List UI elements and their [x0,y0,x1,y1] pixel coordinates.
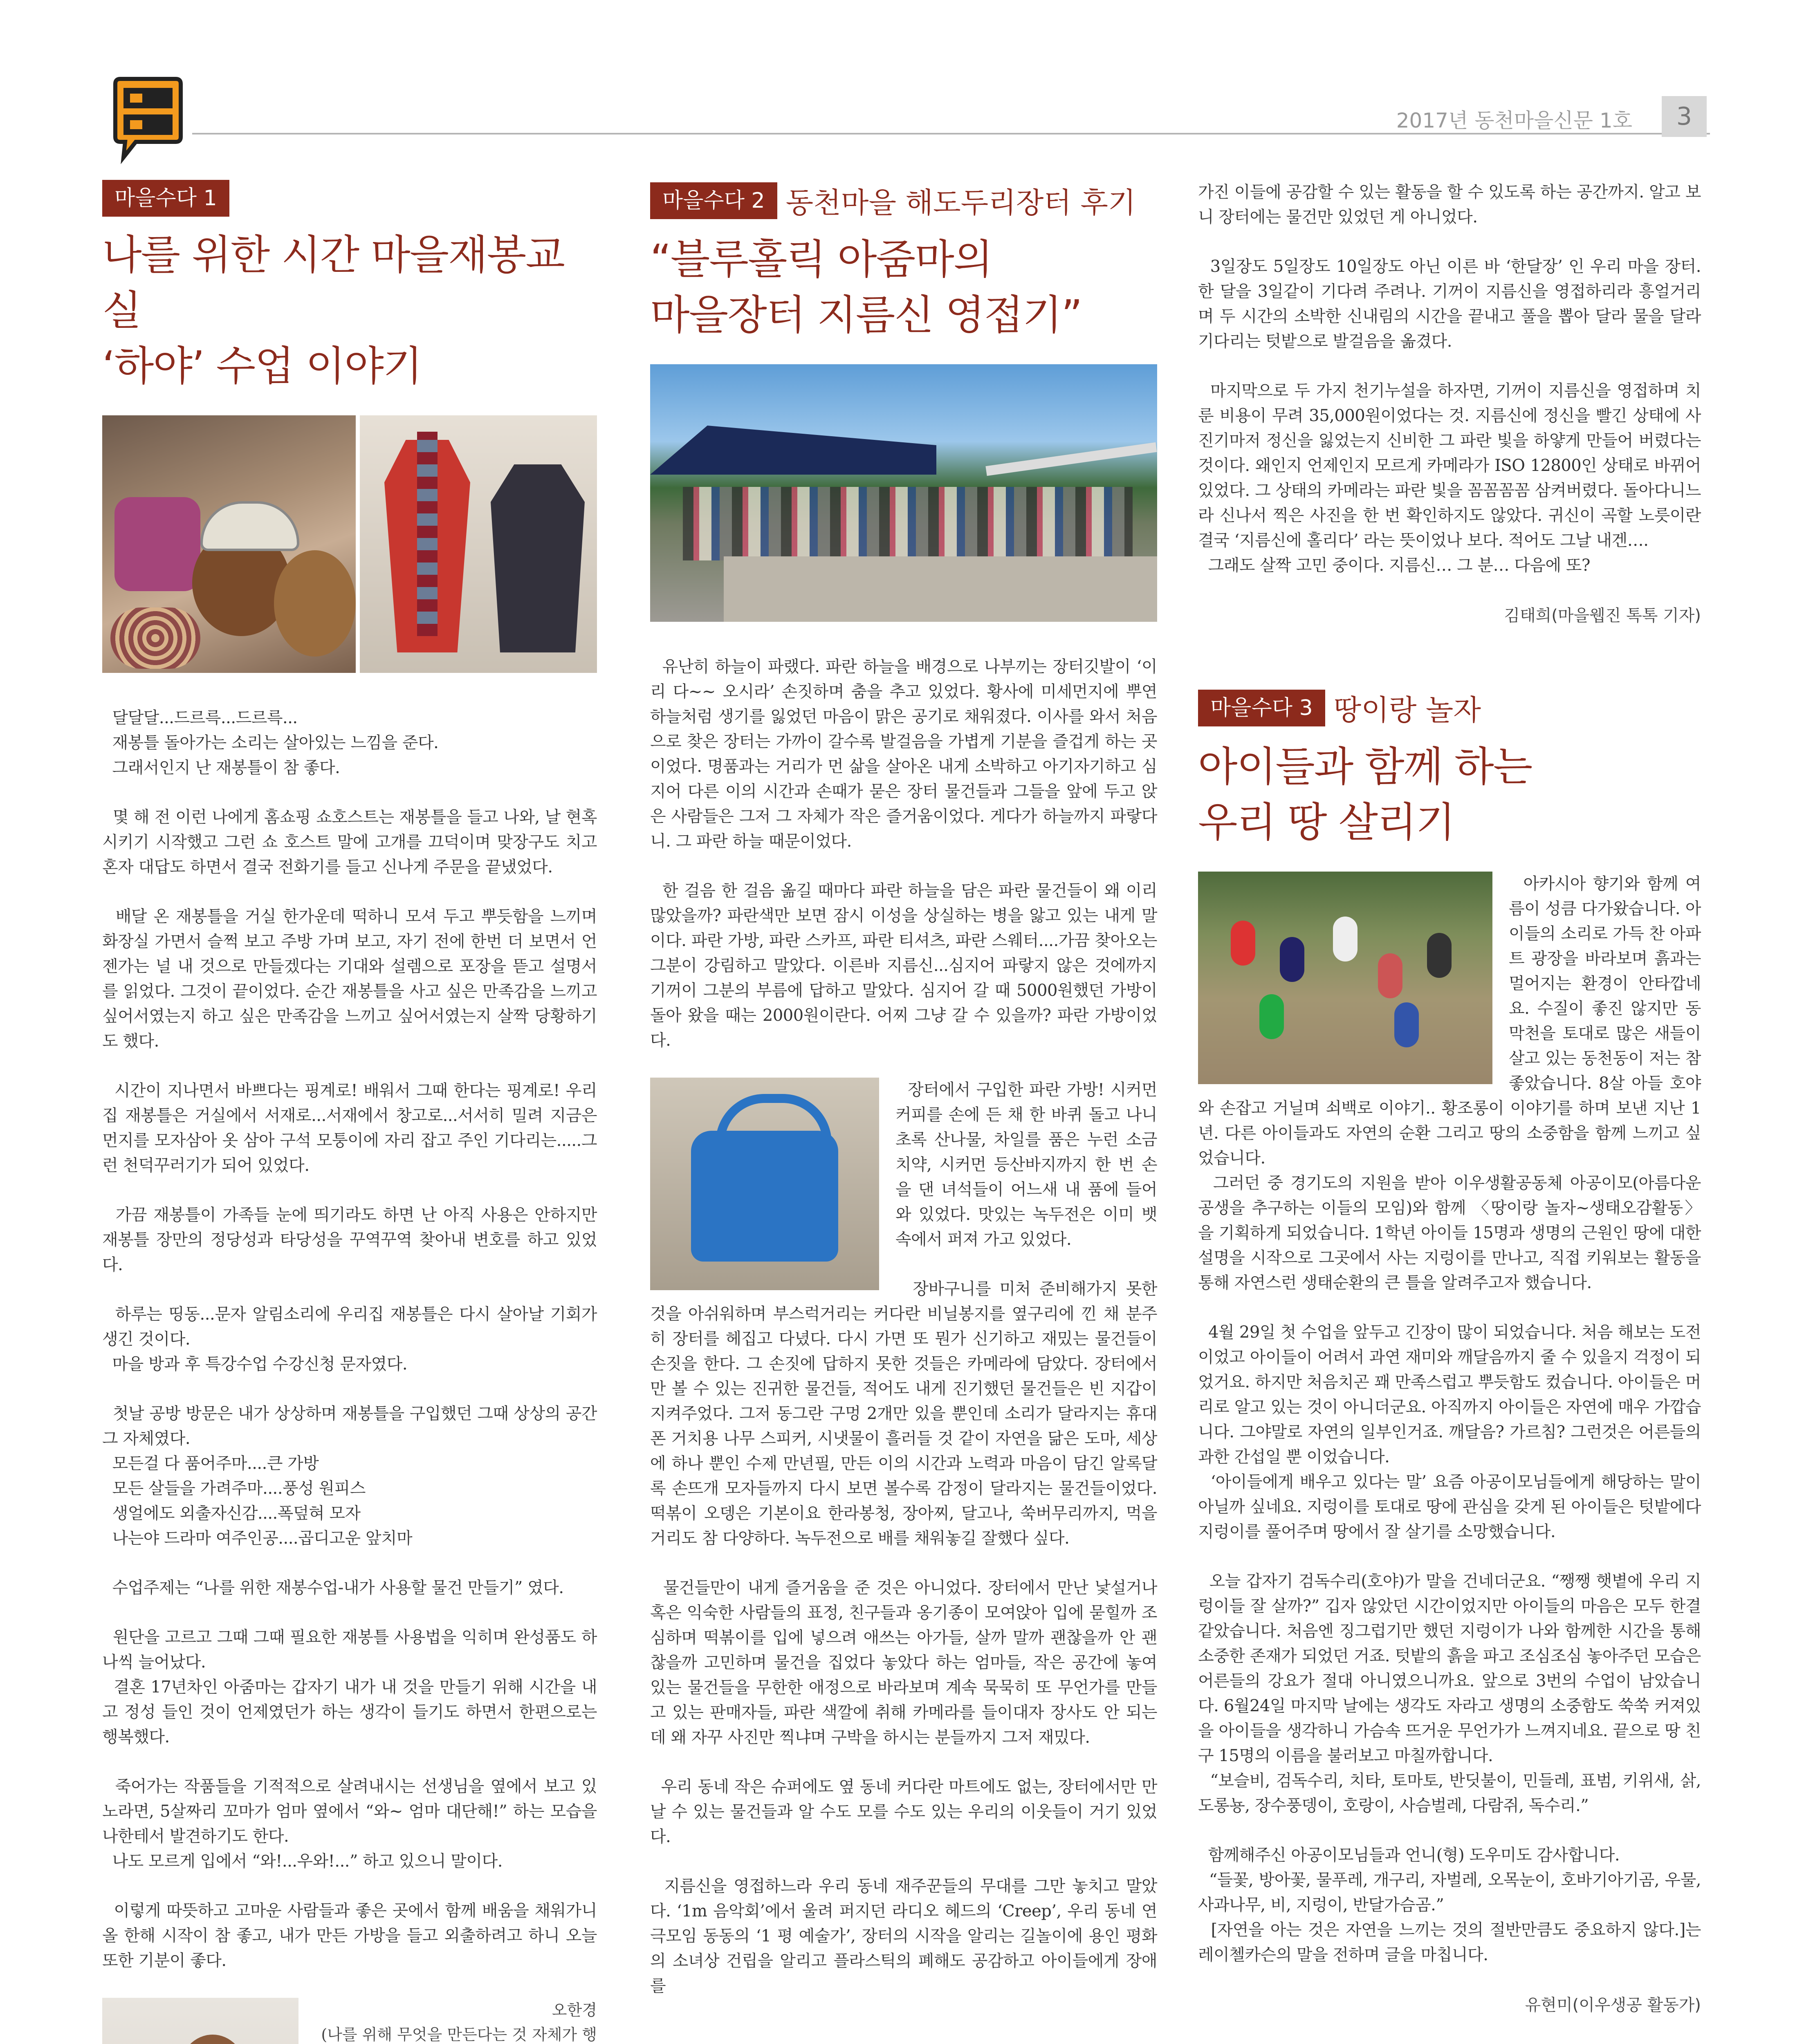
article-2-continued [1198,180,1706,578]
sewing-items-photo [102,415,356,673]
paragraph: 수업주제는 “나를 위한 재봉수업-내가 사용할 물건 만들기” 였다. [102,1578,564,1597]
paragraph: 아카시아 향기와 함께 여름이 성큼 다가왔습니다. 아이들의 소리로 가득 찬 아파트 광장을 바라보며 흙과는 멀어지는 환경이 안타깝네요. 수질이 좋진 않지만 동막천을 토대로 많은 새들이 살고 있는 동천동이 저는 참 좋았습니다. 8살 아들 호야와 손잡고 거닐며 쇠백로 이야기.. 황조롱이 이야기를 하며 보낸 지난 1년. 다른 아이들과도 자연의 순환 그리고 땅의 소중함을 함께 느끼고 싶었습니다. 그러던 중 경기도의 지원을 받아 이우생활공동체 아공이모(아름다운 공생을 추구하는 이들의 모임)와 함께 〈땅이랑 놀자~생태오감활동〉을 기획하게 되었습니다. 1학년 아이들 15명과 생명의 근원인 땅에 대한 설명을 시작으로 그곳에서 사는 지렁이를 만나고, 직접 키워보는 활동을 통해 자연스런 생태순환의 큰 틀을 알려주고자 했습니다. [1198,874,1701,1292]
article-1-photos [102,415,597,673]
article-3 [1198,687,1701,2015]
paragraph: 마지막으로 두 가지 천기누설을 하자면, 기꺼이 지름신을 영접하며 치룬 비용이 무려 35,000원이었다는 것. 지름신에 정신을 빨긴 상태에 사진기마저 정신을 잃었는지 신비한 그 파란 빛을 하얗게 만들어 버렸다는 것이다. 왜인지 언제인지 모르게 카메라가 ISO 12800인 상태로 바뀌어 있었다. 그 상태의 카메라는 파란 빛을 꼼꼼꼼꼼 삼켜버렸다. 돌아다니느라 신나서 찍은 사진을 한 번 확인하지도 않았다. 귀신이 곡할 노릇이란 결국 ‘지름신에 홀리다’ 라는 뜻이었나 보다. 적어도 그날 내겐…. 그래도 살짝 고민 중이다. 지름신… 그 분… 다음에 또? [1198,381,1701,575]
paragraph: 4월 29일 첫 수업을 앞두고 긴장이 많이 되었습니다. 처음 해보는 도전이었고 아이들이 어려서 과연 재미와 깨달음까지 줄 수 있을지 걱정이 되었거요. 하지만 처음치곤 꽤 만족스럽고 뿌듯함도 컸습니다. 아이들은 머리로 알고 있는 것이 아니더군요. 아직까지 아이들은 자연에 매우 가깝습니다. 그야말로 자연의 일부인거죠. 깨달음? 가르침? 그런것은 어른들의 과한 간섭일 뿐 이었습니다. ‘아이들에게 배우고 있다는 말’ 요즘 아공이모님들에게 해당하는 말이 아닐까 싶네요. 지렁이를 토대로 땅에 관심을 갖게 된 아이들은 텃밭에다 지렁이를 풀어주며 땅에서 잘 살기를 소망했습니다. [1198,1323,1701,1541]
paragraph: 첫날 공방 방문은 내가 상상하며 재봉틀을 구입했던 그때 상상의 공간 그 자체였다. 모든걸 다 품어주마....큰 가방 모든 살들을 가려주마....풍성 원피스 생얼에도 외출자신감....폭덮혀 모자 나는야 드라마 여주인공....곱디고운 앞치마 [102,1404,597,1548]
blue-bag-photo [650,1078,879,1290]
author-name: 오한경 [552,2001,597,2019]
paragraph: 몇 해 전 이런 나에게 홈쇼핑 쇼호스트는 재봉틀을 들고 나와, 날 현혹시키기 시작했고 그런 쇼 호스트 말에 고개를 끄덕이며 맞장구도 치고 혼자 대답도 하면서 결국 전화기를 들고 신나게 주문을 끝냈었다. [102,808,602,876]
article-1-label: 마을수다 1 [102,180,229,217]
paragraph: 원단을 고르고 그때 그때 필요한 재봉틀 사용법을 익히며 완성품도 하나씩 늘어났다. 결혼 17년차인 아줌마는 갑자기 내가 내 것을 만들기 위해 시간을 내고 정성 들인 것이 언제였던가 하는 생각이 들기도 하면서 한편으로는 행복했다. [102,1628,597,1746]
toktok-logo [107,76,189,161]
article-1 [102,180,602,2044]
article-2 [650,180,1162,2023]
article-2-subtitle: 동천마을 해도두리장터 후기 [785,186,1136,220]
kids-section [1198,872,1701,1295]
paragraph: 가끔 재봉틀이 가족들 눈에 띄기라도 하면 난 아직 사용은 안하지만 재봉틀 장만의 정당성과 타당성을 꾸역꾸역 찾아내 변호를 하고 있었다. [102,1206,602,1274]
paragraph: 가진 이들에 공감할 수 있는 활동을 할 수 있도록 하는 공간까지. 알고 보니 장터에는 물건만 있었던 게 아니었다. [1198,183,1701,226]
sewing-woman-illustration [102,1998,298,2044]
article-2-title-line2: 마을장터 지름신 영접기” [650,291,1082,339]
article-3-title-line2: 우리 땅 살리기 [1198,798,1455,846]
bag-caption: 장터에서 구입한 파란 가방! 시커먼 커피를 손에 든 채 한 바퀴 돌고 나니 초록 산나물, 차일를 품은 누런 소금치약, 시커먼 등산바지까지 한 번 손을 댄 녀석들이 어느새 내 품에 들어와 있었다. 맛있는 녹두전은 이미 뱃속에서 퍼져 가고 있었다. [895,1080,1162,1249]
article-1-title-line1: 나를 위한 시간 마을재봉교실 [102,231,564,334]
paragraph: 함께해주신 아공이모님들과 언니(형) 도우미도 감사합니다. “들꽃, 방아꽃, 물푸레, 개구리, 자벌레, 오목눈이, 호바기아기곰, 우물, 사과나무, 비, 지렁이, 반달가슴곰.” [자연을 아는 것은 자연을 느끼는 것의 절반만큼도 중요하지 않다.]는 레이첼카슨의 말을 전하며 글을 마칩니다. [1198,1846,1701,1964]
paragraph: 지름신을 영접하느라 우리 동네 재주꾼들의 무대를 그만 놓치고 말았다. ‘1m 음악회’에서 울려 퍼지던 라디오 헤드의 ‘Creep’, 우리 동네 연극모임 동동의 ‘1 평 예술가’, 장터의 시작을 알리는 길놀이에 용인 평화의 소녀상 건립을 알리고 플라스틱의 폐해도 공감하고 아이들에게 장애를 [650,1877,1157,1995]
article-1-body [102,706,602,1973]
paragraph: 하루는 띵동...문자 알림소리에 우리집 재봉틀은 다시 살아날 기회가 생긴 것이다. 마을 방과 후 특강수업 수강신청 문자였다. [102,1305,597,1374]
paragraph: 우리 동네 작은 슈퍼에도 옆 동네 커다란 마트에도 없는, 장터에서만 만날 수 있는 물건들과 알 수도 모를 수도 있는 우리의 이웃들이 거기 있었다. [650,1777,1157,1846]
article-3-subtitle: 땅이랑 놀자 [1333,693,1481,727]
author-block [102,1998,597,2044]
paragraph: 죽어가는 작품들을 기적적으로 살려내시는 선생님을 옆에서 보고 있노라면, 5살짜리 꼬마가 엄마 옆에서 “와~ 엄마 대단해!” 하는 모습을 나한테서 발견하기도 한다. 나도 모르게 입에서 “와!...우와!...” 하고 있으니 말이다. [102,1777,597,1871]
page-number: 3 [1662,96,1707,137]
author-note: (나를 위해 무엇을 만든다는 것 자체가 행 [321,2026,597,2044]
article-1-title-line2: ‘하야’ 수업 이야기 [102,342,422,390]
author-caption [307,1998,597,2044]
market-photo [650,364,1157,622]
article-1-title [102,227,597,394]
publication-title: 2017년 동천마을신문 1호 [1396,109,1632,132]
article-2-label: 마을수다 2 [650,182,777,219]
paragraph: 유난히 하늘이 파랬다. 파란 하늘을 배경으로 나부끼는 장터깃발이 ‘이리 다~~ 오시라’ 손짓하며 춤을 추고 있었다. 황사에 미세먼지에 뿌연 하늘처럼 생기를 잃었던 마음이 맑은 공기로 채워졌다. 이사를 와서 처음으로 찾은 장터는 가까이 갈수록 발걸음을 가볍게 기분을 즐겁게 하는 곳이었다. 명품과는 거리가 먼 삶을 살아온 내게 소박하고 아기자기하고 심지어 다른 이의 시간과 손때가 묻은 장터 물건들과 그들을 앞에 두고 앉은 사람들은 그저 그 자체가 작은 즐거움이었다. 게다가 하늘까지 파랗다니. 그 파란 하늘 때문이었다. [650,657,1162,851]
article-3-label: 마을수다 3 [1198,690,1325,726]
paragraph: 달달달...드르륵...드르륵... 재봉틀 돌아가는 소리는 살아있는 느낌을 준다. 그래서인지 난 재봉틀이 참 좋다. [112,708,439,777]
paragraph: 시간이 지나면서 바쁘다는 핑계로! 배워서 그때 한다는 핑계로! 우리집 재봉틀은 거실에서 서재로...서재에서 창고로...서서히 밀려 지금은 먼지를 모자삼아 옷 삼아 구석 모퉁이에 자리 잡고 주인 기다리는.....그런 천덕꾸러기가 되어 있었다. [102,1081,602,1175]
article-3-title [1198,739,1701,850]
paragraph: 배달 온 재봉틀을 거실 한가운데 떡하니 모셔 두고 뿌듯함을 느끼며 화장실 가면서 슬쩍 보고 주방 가며 보고, 자기 전에 한번 더 보면서 언젠가는 널 내 것으로 만들겠다는 기대와 설렘으로 포장을 뜯고 설명서를 읽었다. 그것이 끝이었다. 순간 재봉틀을 사고 싶은 만족감을 느끼고 싶어서였는지 하고 싶은 만족감을 느끼고 싶어서였는지 살짝 당황하기도 했다. [102,907,602,1051]
dresses-photo [360,415,597,673]
article-3-body [1198,872,1701,1968]
article-2-body [650,654,1162,1999]
paragraph: 이렇게 따뜻하고 고마운 사람들과 좋은 곳에서 함께 배움을 채워가니 올 한해 시작이 참 좋고, 내가 만든 가방을 들고 외출하려고 하니 오늘 또한 기분이 좋다. [102,1901,602,1970]
article-2-title-line1: “블루홀릭 아줌마의 [650,235,992,283]
children-gardening-photo [1198,872,1492,1084]
article-3-author: 유현미(이우생공 활동가) [1525,1996,1701,2015]
column-3 [1198,180,1706,2015]
paragraph: 장바구니를 미처 준비해가지 못한 것을 아쉬워하며 부스럭거리는 커다란 비닐봉지를 옆구리에 낀 채 분주히 장터를 헤집고 다녔다. 다시 가면 또 뭔가 신기하고 재밌는 물건들이 손짓을 한다. 그 손짓에 답하지 못한 것들은 카메라에 담았다. 장터에서만 볼 수 있는 진귀한 물건들, 적어도 내게 진기했던 물건들은 빈 지갑이 지켜주었다. 그저 동그란 구멍 2개만 있을 뿐인데 소리가 달라지는 휴대폰 거치용 나무 스피커, 시냇물이 흘러들 것 같이 자연을 닮은 도마, 세상에 하나 뿐인 수제 만년필, 만든 이의 시간과 노력과 마음이 담긴 알록달록 손뜨개 모자들까지 다시 보면 볼수록 감정이 달라지는 물건들이었다. 떡볶이 오뎅은 기본이요 한라봉청, 장아찌, 달고나, 쑥버무리까지, 먹을거리도 참 다양하다. 녹두전으로 배를 채워놓길 잘했다 싶다. [650,1280,1162,1548]
paragraph: 물건들만이 내게 즐거움을 준 것은 아니었다. 장터에서 만난 낯설거나 혹은 익숙한 사람들의 표정, 친구들과 옹기종이 모여앉아 입에 묻힐까 조심하며 떡볶이를 입에 넣으려 애쓰는 아가들, 살까 말까 괜찮을까 안 괜찮을까 고민하며 물건을 집었다 놓았다 하는 엄마들, 작은 공간에 놓여 있는 물건들을 무한한 애정으로 바라보며 계속 묵묵히 또 무언가를 만들고 있는 판매자들, 파란 색깔에 취해 카메라를 들이대자 장사도 안 되는데 왜 자꾸 사진만 찍냐며 구박을 하시는 분들까지 그저 재밌다. [650,1578,1162,1747]
paragraph: 3일장도 5일장도 10일장도 아닌 이른 바 ‘한달장’ 인 우리 마을 장터. 한 달을 3일같이 기다려 주려나. 기꺼이 지름신을 영접하리라 흥얼거리며 두 시간의 소박한 신내림의 시간을 끝내고 풀을 뽑아 달라 물을 달라 기다리는 텃밭으로 발걸음을 옮겼다. [1198,257,1706,351]
article-3-title-line1: 아이들과 함께 하는 [1198,743,1532,791]
paragraph: 한 걸음 한 걸음 옮길 때마다 파란 하늘을 담은 파란 물건들이 왜 이리 많았을까? 파란색만 보면 잠시 이성을 상실하는 병을 앓고 있는 내게 말이다. 파란 가방, 파란 스카프, 파란 티셔츠, 파란 스웨터....가끔 찾아오는 그분이 강림하고 말았다. 이른바 지름신...심지어 파랗지 않은 것에까지 기꺼이 그분의 부름에 답하고 말았다. 심지어 갈 때 5000원했던 가방이 돌아 왔을 때는 2000원이란다. 어찌 그냥 갈 수 있을까? 파란 가방이었다. [650,881,1162,1050]
bag-section [650,1078,1162,1252]
article-2-title [650,232,1157,343]
article-2-author: 김태희(마을웹진 톡톡 기자) [1504,606,1701,625]
paragraph: 오늘 갑자기 검독수리(호야)가 말을 건네더군요. “쨍쨍 햇볕에 우리 지렁이들 잘 살까?” 깁자 않았던 시간이었지만 아이들의 마음은 모두 한결 같았습니다. 처음엔 징그럽기만 했던 지렁이가 나와 함께한 시간을 통해 소중한 존재가 되었던 거죠. 텃밭의 흙을 파고 조심조심 놓아주던 모습은 어른들의 강요가 절대 아니였으니까요. 앞으로 3번의 수업이 남았습니다. 6월24일 마지막 날에는 생각도 자라고 생명의 소중함도 쑥쑥 커져있을 아이들을 생각하니 가슴속 뜨거운 무언가가 느껴지네요. 끝으로 땅 친구 15명의 이름을 불러보고 마칠까합니다. “보슬비, 검독수리, 치타, 토마토, 반딧불이, 민들레, 표범, 키위새, 삵, 도롱뇽, 장수풍뎅이, 호랑이, 사슴벌레, 다람쥐, 독수리.” [1198,1572,1701,1815]
